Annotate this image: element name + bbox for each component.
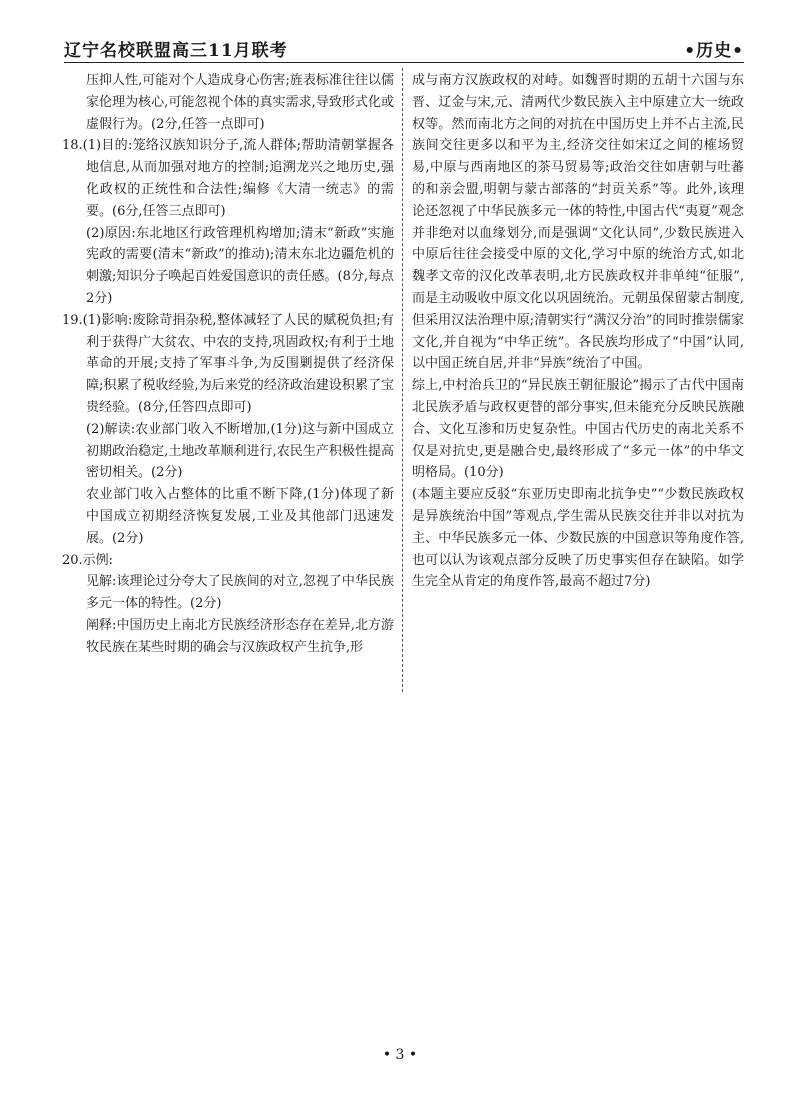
exam-title: 辽宁名校联盟高三11月联考 — [64, 41, 288, 61]
answer-paragraph: (2)原因:东北地区行政管理机构增加;清末“新政”实施宪政的需要(清末“新政”的推动);清末东北边疆危机的刺激;知识分子唤起百姓爱国意识的责任感。(8分,每点2分) — [86, 225, 394, 306]
answer-paragraph: 农业部门收入占整体的比重不断下降,(1分)体现了新中国成立初期经济恢复发展,工业及其他部门迅速发展。(2分) — [86, 487, 394, 546]
right-column — [412, 70, 744, 593]
page-header — [64, 32, 744, 62]
left-column — [62, 70, 394, 659]
answer-paragraph: 综上,中村治兵卫的“异民族王朝征服论”揭示了古代中国南北民族矛盾与政权更替的部分事实,但未能充分反映民族融合、文化互渗和历史复杂性。中国古代历史的南北关系不仅是对抗史,更是融合史,最终形成了“多元一体”的中华文明格局。(10分) — [412, 378, 744, 481]
answer-paragraph: 见解:该理论过分夸大了民族间的对立,忽视了中华民族多元一体的特性。(2分) — [86, 574, 394, 612]
page-number: • 3 • — [382, 1047, 418, 1063]
header-rule — [64, 62, 744, 63]
answer-paragraph: (本题主要应反驳“东亚历史即南北抗争史”“少数民族政权是异族统治中国”等观点,学生需从民族交往并非以对抗为主、中华民族多元一体、少数民族的中国意识等角度作答,也可以认为该观点部分反映了历史事实但存在缺陷。如学生完全从肯定的角度作答,最高不超过7分) — [412, 487, 744, 590]
answer-paragraph: 20.示例: — [62, 552, 114, 568]
column-divider — [402, 68, 403, 692]
answer-paragraph: 18.(1)目的:笼络汉族知识分子,流人群体;帮助清朝掌握各地信息,从而加强对地方的控制;追溯龙兴之地历史,强化政权的正统性和合法性;编修《大清一统志》的需要。(6分,任答三点即可) — [62, 138, 394, 219]
answer-paragraph: 19.(1)影响:废除苛捐杂税,整体减轻了人民的赋税负担;有利于获得广大贫农、中农的支持,巩固政权;有利于土地革命的开展;支持了军事斗争,为反围剿提供了经济保障;积累了税收经验,为后来党的经济政治建设积累了宝贵经验。(8分,任答四点即可) — [62, 312, 394, 415]
answer-paragraph: 压抑人性,可能对个人造成身心伤害;旌表标准往往以儒家伦理为核心,可能忽视个体的真实需求,导致形式化或虚假行为。(2分,任答一点即可) — [86, 73, 394, 132]
subject-label: •历史• — [684, 41, 744, 61]
answer-paragraph: (2)解读:农业部门收入不断增加,(1分)这与新中国成立初期政治稳定,土地改革顺利进行,农民生产积极性提高密切相关。(2分) — [86, 421, 394, 481]
answer-paragraph: 成与南方汉族政权的对峙。如魏晋时期的五胡十六国与东晋、辽金与宋,元、清两代少数民族入主中原建立大一统政权等。然而南北方之间的对抗在中国历史上并不占主流,民族间交往更多以和平为主,经济交往如宋辽之间的榷场贸易,中原与西南地区的茶马贸易等;政治交往如唐朝与吐蕃的和亲会盟,明朝与蒙古部落的“封贡关系”等。此外,该理论还忽视了中华民族多元一体的特性,中国古代“夷夏”观念并非绝对以血缘划分,而是强调“文化认同”,少数民族进入中原后往往会接受中原的文化,学习中原的统治方式,如北魏孝文帝的汉化改革表明,北方民族政权并非单纯“征服”,而是主动吸收中原文化以巩固统治。元朝虽保留蒙古制度,但采用汉法治理中原;清朝实行“满汉分治”的同时推崇儒家文化,并自视为“中华正统”。各民族均形成了“中国”认同,以中国正统自居,并非“异族”统治了中国。 — [412, 73, 744, 372]
answer-paragraph: 阐释:中国历史上南北方民族经济形态存在差异,北方游牧民族在某些时期的确会与汉族政权产生抗争,形 — [86, 617, 394, 655]
